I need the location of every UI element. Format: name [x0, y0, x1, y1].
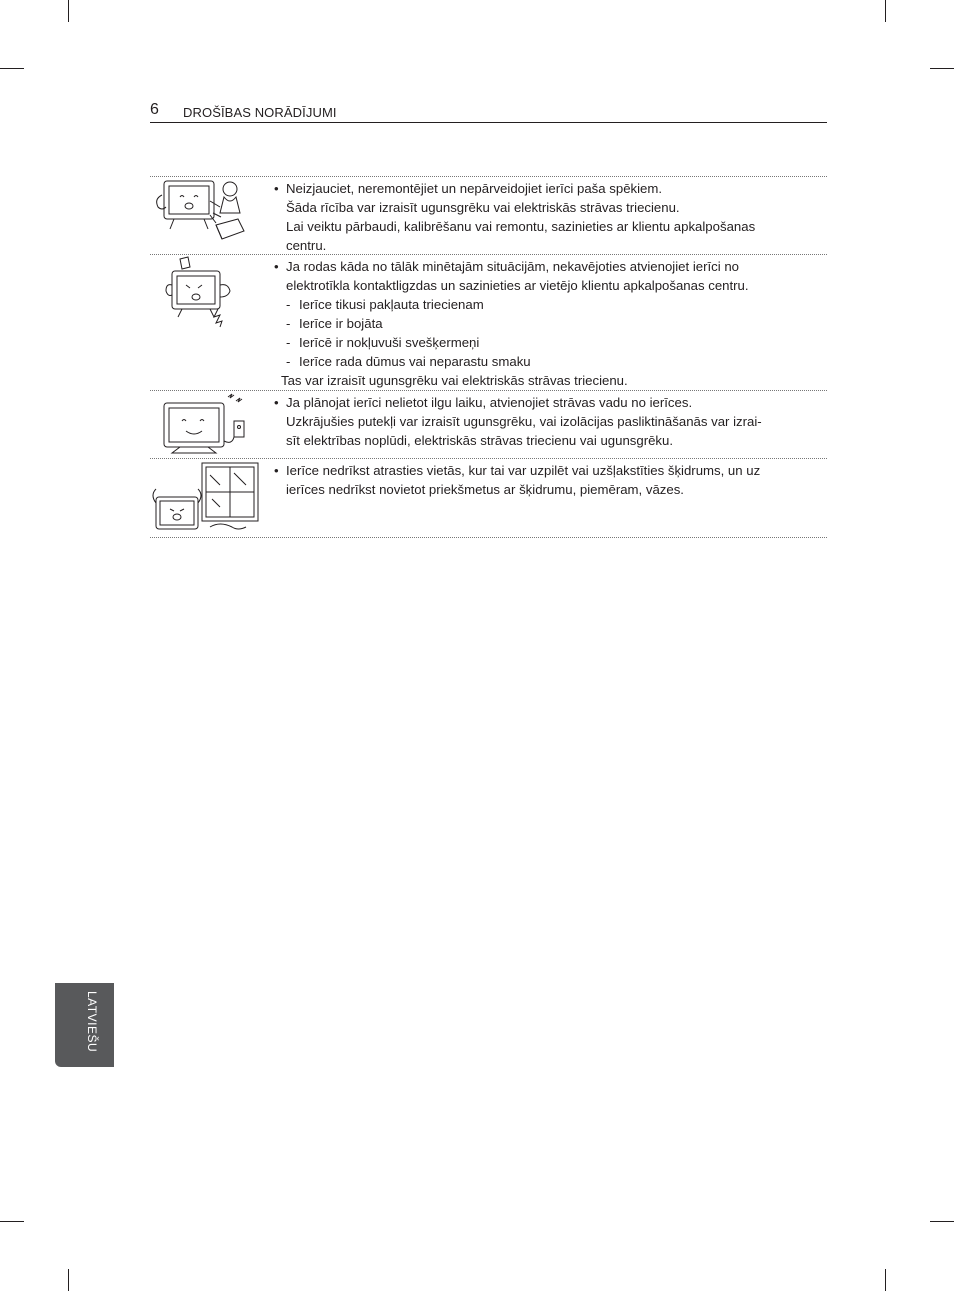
safety-row — [150, 177, 827, 255]
safety-row — [150, 459, 827, 538]
text-line: sīt elektrības noplūdi, elektriskās strāvas triecienu vai ugunsgrēku. — [286, 433, 674, 448]
page-number: 6 — [150, 101, 159, 118]
bullet-marker: • — [274, 463, 279, 478]
section-title: DROŠĪBAS NORĀDĪJUMI — [183, 105, 337, 120]
text-line: centru. — [286, 238, 327, 253]
note-text: Tas var izraisīt ugunsgrēku vai elektriskās strāvas triecienu. — [281, 373, 628, 388]
crop-mark — [930, 68, 954, 69]
text-line: elektrotīkla kontaktligzdas un sazinieties ar vietējo klientu apkalpošanas centru. — [286, 278, 749, 293]
text-line: ierīces nedrīkst novietot priekšmetus ar šķidrumu, piemēram, vāzes. — [286, 482, 684, 497]
bullet-item: • Ja plānojat ierīci nelietot ilgu laiku, atvienojiet strāvas vadu no ierīces. — [274, 395, 693, 410]
crop-mark — [0, 1221, 24, 1222]
crop-mark — [885, 0, 886, 22]
bullet-marker: • — [274, 259, 279, 274]
sub-item: - Ierīce ir bojāta — [286, 316, 383, 331]
language-label: LATVIEŠU — [85, 991, 99, 1053]
page-header — [150, 100, 827, 123]
section-text — [271, 257, 827, 390]
crop-mark — [68, 0, 69, 22]
crop-mark — [0, 68, 24, 69]
safety-row — [150, 391, 827, 459]
tv-damage-unplug-icon — [150, 255, 262, 335]
crop-mark — [68, 1269, 69, 1291]
section-text — [271, 393, 827, 450]
tv-disassembly-warning-icon — [150, 177, 262, 247]
section-text — [271, 179, 827, 255]
tv-long-unused-unplug-icon — [150, 391, 262, 457]
sub-item: - Ierīce tikusi pakļauta triecienam — [286, 297, 484, 312]
text-line: Šāda rīcība var izraisīt ugunsgrēku vai elektriskās strāvas triecienu. — [286, 200, 680, 215]
sub-item: - Ierīcē ir nokļuvuši svešķermeņi — [286, 335, 480, 350]
bullet-item: • Ierīce nedrīkst atrasties vietās, kur tai var uzpilēt vai uzšļakstīties šķidrums, un uz — [274, 463, 761, 478]
bullet-marker: • — [274, 181, 279, 196]
bullet-marker: • — [274, 395, 279, 410]
crop-mark — [885, 1269, 886, 1291]
language-tab — [55, 983, 114, 1067]
text-line: Uzkrājušies putekļi var izraisīt ugunsgrēku, vai izolācijas pasliktināšanās var izrai- — [286, 414, 762, 429]
text-line: Lai veiktu pārbaudi, kalibrēšanu vai remontu, sazinieties ar klientu apkalpošanas — [286, 219, 756, 234]
safety-instructions-table — [150, 176, 827, 538]
safety-row — [150, 255, 827, 391]
tv-liquid-warning-icon — [150, 459, 262, 537]
bullet-item: • Neizjauciet, neremontējiet un nepārveidojiet ierīci paša spēkiem. — [274, 181, 663, 196]
bullet-item: • Ja rodas kāda no tālāk minētajām situācijām, nekavējoties atvienojiet ierīci no — [274, 259, 740, 274]
sub-item: - Ierīce rada dūmus vai neparastu smaku — [286, 354, 531, 369]
section-text — [271, 461, 827, 499]
crop-mark — [930, 1221, 954, 1222]
